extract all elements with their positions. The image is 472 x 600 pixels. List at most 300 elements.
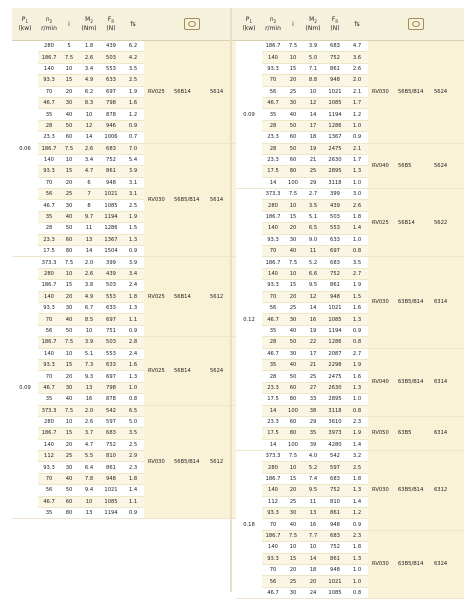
ratio-cell: 20 — [284, 564, 302, 575]
radial-load-cell: 752 — [324, 268, 346, 279]
model-code: 6314 — [434, 430, 448, 437]
ratio-cell: 10 — [284, 542, 302, 553]
table-row — [236, 530, 464, 541]
speed-cell: 186.7 — [262, 211, 284, 222]
speed-cell: 140 — [262, 268, 284, 279]
ratio-cell: 60 — [284, 382, 302, 393]
radial-load-cell: 503 — [100, 280, 122, 291]
power-cell: 0.12 — [236, 189, 262, 451]
motor-flange: 56B14 — [174, 88, 191, 95]
service-factor-cell: 1.0 — [346, 177, 368, 188]
radial-load-cell: 810 — [324, 496, 346, 507]
torque-cell: 6.2 — [78, 86, 100, 97]
power-cell: 0.09 — [236, 41, 262, 189]
service-factor-cell: 1.3 — [346, 166, 368, 177]
ratio-cell: 50 — [60, 485, 78, 496]
torque-cell: 3.7 — [78, 428, 100, 439]
radial-load-cell: 948 — [324, 291, 346, 302]
motor-flange: 56B14 — [174, 293, 191, 300]
power-cell: 0.18 — [236, 451, 262, 599]
radial-load-cell: 861 — [100, 462, 122, 473]
motor-flange: 63B5 — [398, 430, 412, 437]
service-factor-cell: 1.0 — [346, 576, 368, 587]
service-factor-cell: 6.5 — [122, 405, 144, 416]
radial-load-cell: 633 — [324, 234, 346, 245]
speed-cell: 93.3 — [262, 508, 284, 519]
torque-cell: 4.7 — [78, 439, 100, 450]
radial-load-cell: 1194 — [324, 109, 346, 120]
service-factor-cell: 2.1 — [346, 143, 368, 154]
speed-cell: 46.7 — [262, 348, 284, 359]
torque-cell: 4.0 — [302, 451, 324, 462]
speed-cell: 186.7 — [262, 530, 284, 541]
ratio-cell: 40 — [284, 109, 302, 120]
torque-cell: 5.2 — [302, 257, 324, 268]
radial-load-cell: 1006 — [100, 132, 122, 143]
gearbox-model-cell — [368, 143, 464, 189]
gearbox-type: RV030 — [372, 299, 389, 306]
speed-cell: 46.7 — [38, 496, 60, 507]
ratio-cell: 10 — [284, 52, 302, 63]
service-factor-cell: 0.9 — [122, 246, 144, 257]
radial-load-cell: 1085 — [324, 97, 346, 108]
ratio-cell: 25 — [284, 496, 302, 507]
torque-cell: 29 — [302, 177, 324, 188]
ratio-cell: 7.5 — [60, 143, 78, 154]
ratio-cell: 50 — [60, 223, 78, 234]
gearbox-model-cell — [144, 41, 240, 144]
ratio-cell: 30 — [60, 382, 78, 393]
ratio-cell: 20 — [284, 75, 302, 86]
speed-cell: 23.3 — [38, 132, 60, 143]
ratio-cell: 60 — [60, 496, 78, 507]
torque-cell: 10 — [78, 325, 100, 336]
service-factor-cell: 1.4 — [122, 485, 144, 496]
ratio-cell: 40 — [60, 109, 78, 120]
gearbox-model-cell — [144, 405, 240, 519]
torque-cell: 2.6 — [78, 416, 100, 427]
radial-load-cell: 1367 — [324, 132, 346, 143]
service-factor-cell: 2.8 — [122, 337, 144, 348]
table-row — [236, 257, 464, 268]
radial-load-cell: 697 — [324, 246, 346, 257]
service-factor-cell: 2.6 — [346, 200, 368, 211]
radial-load-cell: 439 — [324, 200, 346, 211]
gearbox-type: RV040 — [372, 162, 389, 169]
speed-cell: 140 — [38, 154, 60, 165]
radial-load-cell: 503 — [100, 337, 122, 348]
ratio-cell: 20 — [60, 439, 78, 450]
torque-cell: 12 — [78, 120, 100, 131]
radial-load-cell: 1021 — [324, 86, 346, 97]
table-row — [12, 143, 240, 154]
right-ratings-table — [236, 8, 464, 599]
ratio-cell: 7.5 — [284, 189, 302, 200]
gearbox-type: RV030 — [372, 487, 389, 494]
torque-cell: 5.0 — [302, 52, 324, 63]
ratio-cell: 10 — [60, 63, 78, 74]
torque-cell: 9.3 — [78, 371, 100, 382]
ratio-cell: 10 — [60, 154, 78, 165]
ratio-cell: 50 — [60, 120, 78, 131]
radial-load-cell: 1194 — [324, 325, 346, 336]
service-factor-cell: 5.4 — [122, 154, 144, 165]
radial-load-cell: 2087 — [324, 348, 346, 359]
speed-cell: 280 — [38, 268, 60, 279]
speed-cell: 186.7 — [38, 52, 60, 63]
ratio-cell: 40 — [284, 519, 302, 530]
service-factor-cell: 1.6 — [346, 302, 368, 313]
radial-load-cell: 683 — [324, 530, 346, 541]
torque-cell: 4.7 — [78, 166, 100, 177]
radial-load-cell: 3610 — [324, 416, 346, 427]
torque-cell: 25 — [302, 371, 324, 382]
model-code: 6314 — [434, 299, 448, 306]
service-factor-cell: 1.4 — [346, 223, 368, 234]
speed-cell: 23.3 — [262, 416, 284, 427]
ratio-cell: 60 — [284, 154, 302, 165]
radial-load-cell: 948 — [324, 519, 346, 530]
service-factor-cell: 3.1 — [122, 177, 144, 188]
radial-load-cell: 798 — [100, 97, 122, 108]
ratio-cell: 30 — [284, 587, 302, 598]
torque-cell: 7.4 — [302, 473, 324, 484]
speed-cell: 70 — [38, 86, 60, 97]
service-factor-cell: 6.2 — [122, 41, 144, 52]
ratio-cell: 15 — [284, 280, 302, 291]
service-factor-cell: 4.7 — [346, 41, 368, 52]
torque-cell: 19 — [302, 325, 324, 336]
gearbox-type: RV025 — [372, 219, 389, 226]
ratio-cell: 50 — [284, 337, 302, 348]
service-factor-cell: 3.5 — [122, 63, 144, 74]
service-factor-cell: 1.2 — [346, 109, 368, 120]
service-factor-cell: 0.9 — [346, 325, 368, 336]
speed-header: $n_2$ r/min — [262, 8, 284, 41]
radial-load-cell: 2630 — [324, 382, 346, 393]
radial-load-cell: 399 — [100, 257, 122, 268]
radial-load-cell: 3118 — [324, 177, 346, 188]
ratio-cell: 15 — [60, 166, 78, 177]
ratio-cell: 7.5 — [60, 257, 78, 268]
torque-cell: 8.3 — [78, 97, 100, 108]
torque-cell: 6.4 — [78, 462, 100, 473]
radial-load-cell: 1021 — [100, 189, 122, 200]
ratio-header: i — [284, 8, 302, 41]
speed-cell: 35 — [262, 359, 284, 370]
service-factor-cell: 2.3 — [346, 530, 368, 541]
ratio-cell: 80 — [284, 428, 302, 439]
ratio-cell: 40 — [284, 325, 302, 336]
ratio-cell: 20 — [284, 223, 302, 234]
torque-header: $M_2$ (Nm) — [302, 8, 324, 41]
speed-cell: 140 — [38, 291, 60, 302]
torque-cell: 3.4 — [78, 63, 100, 74]
service-factor-cell: 0.9 — [346, 132, 368, 143]
torque-cell: 6.7 — [78, 302, 100, 313]
radial-load-cell: 1021 — [100, 485, 122, 496]
motor-flange: 56B5/B14 — [398, 88, 424, 95]
radial-load-cell: 946 — [100, 120, 122, 131]
torque-cell: 6.6 — [302, 268, 324, 279]
ratio-cell: 80 — [60, 246, 78, 257]
service-factor-cell: 3.9 — [122, 257, 144, 268]
torque-cell: 7.3 — [78, 359, 100, 370]
speed-cell: 93.3 — [38, 75, 60, 86]
radial-load-cell: 1021 — [324, 302, 346, 313]
radial-load-cell: 697 — [100, 86, 122, 97]
model-code: 5624 — [210, 367, 224, 374]
service-factor-cell: 0.9 — [122, 508, 144, 519]
radial-load-cell: 752 — [324, 542, 346, 553]
speed-cell: 93.3 — [38, 302, 60, 313]
speed-header: $n_2$ r/min — [38, 8, 60, 41]
service-factor-cell: 0.8 — [346, 587, 368, 598]
service-factor-cell: 1.3 — [346, 553, 368, 564]
service-factor-cell: 1.1 — [122, 314, 144, 325]
radial-load-cell: 798 — [100, 382, 122, 393]
torque-cell: 14 — [78, 246, 100, 257]
torque-cell: 17 — [302, 120, 324, 131]
radial-load-cell: 597 — [100, 416, 122, 427]
service-factor-cell: 2.5 — [346, 462, 368, 473]
service-factor-cell: 1.8 — [346, 211, 368, 222]
radial-load-cell: 399 — [324, 189, 346, 200]
speed-cell: 280 — [262, 200, 284, 211]
speed-cell: 17.5 — [262, 166, 284, 177]
power-cell: 0.06 — [12, 41, 38, 257]
ratio-cell: 7.5 — [284, 257, 302, 268]
service-factor-cell: 1.3 — [346, 485, 368, 496]
speed-cell: 46.7 — [262, 587, 284, 598]
ratio-cell: 15 — [60, 428, 78, 439]
service-factor-cell: 4.2 — [122, 52, 144, 63]
radial-load-cell: 948 — [100, 177, 122, 188]
table-header — [236, 8, 464, 41]
speed-cell: 70 — [38, 473, 60, 484]
radial-load-cell: 439 — [100, 268, 122, 279]
ratio-cell: 10 — [60, 348, 78, 359]
radial-load-cell: 2895 — [324, 166, 346, 177]
speed-cell: 46.7 — [38, 200, 60, 211]
speed-cell: 140 — [38, 63, 60, 74]
service-factor-cell: 1.2 — [346, 508, 368, 519]
radial-load-cell: 4280 — [324, 439, 346, 450]
ratio-cell: 100 — [284, 439, 302, 450]
ratio-cell: 7.5 — [60, 405, 78, 416]
gearbox-model-cell — [368, 257, 464, 348]
speed-cell: 35 — [38, 211, 60, 222]
ratio-cell: 100 — [284, 177, 302, 188]
ratio-cell: 10 — [284, 200, 302, 211]
gearbox-type: RV025 — [148, 367, 165, 374]
torque-cell: 13 — [78, 234, 100, 245]
service-factor-cell: 2.7 — [346, 348, 368, 359]
radial-load-cell: 553 — [100, 348, 122, 359]
torque-cell: 3.9 — [302, 41, 324, 52]
speed-cell: 280 — [38, 41, 60, 52]
torque-cell: 16 — [302, 519, 324, 530]
ratio-cell: 10 — [60, 416, 78, 427]
radial-load-cell: 861 — [324, 553, 346, 564]
service-factor-cell: 1.3 — [122, 302, 144, 313]
service-factor-cell: 1.9 — [122, 86, 144, 97]
service-factor-cell: 1.7 — [346, 97, 368, 108]
radial-load-cell: 633 — [100, 75, 122, 86]
radial-load-cell: 1286 — [324, 120, 346, 131]
torque-cell: 20 — [302, 576, 324, 587]
motor-flange: 63B5/B14 — [398, 487, 424, 494]
service-factor-cell: 1.7 — [346, 154, 368, 165]
torque-cell: 2.0 — [78, 257, 100, 268]
ratio-cell: 15 — [60, 280, 78, 291]
service-factor-cell: 3.5 — [122, 428, 144, 439]
torque-cell: 39 — [302, 439, 324, 450]
radial-load-cell: 861 — [324, 63, 346, 74]
table-row — [236, 416, 464, 427]
ratio-cell: 10 — [60, 268, 78, 279]
radial-load-cell: 2298 — [324, 359, 346, 370]
ratio-cell: 80 — [60, 508, 78, 519]
torque-cell: 19 — [302, 143, 324, 154]
ratio-cell: 80 — [284, 166, 302, 177]
model-code: 5624 — [434, 162, 448, 169]
service-factor-cell: 5.0 — [122, 416, 144, 427]
speed-cell: 70 — [262, 291, 284, 302]
torque-cell: 2.6 — [78, 143, 100, 154]
speed-cell: 56 — [262, 86, 284, 97]
torque-cell: 13 — [302, 508, 324, 519]
speed-cell: 93.3 — [38, 166, 60, 177]
service-factor-cell: 1.6 — [122, 359, 144, 370]
ratio-cell: 20 — [60, 86, 78, 97]
torque-cell: 24 — [302, 587, 324, 598]
torque-cell: 22 — [302, 337, 324, 348]
ratio-cell: 15 — [284, 211, 302, 222]
service-factor-cell: 3.0 — [346, 189, 368, 200]
speed-cell: 186.7 — [38, 337, 60, 348]
ratio-cell: 25 — [284, 86, 302, 97]
service-factor-cell: 1.6 — [122, 97, 144, 108]
service-factor-cell: 0.9 — [122, 325, 144, 336]
torque-cell: 2.6 — [78, 52, 100, 63]
speed-cell: 23.3 — [38, 234, 60, 245]
speed-cell: 70 — [262, 564, 284, 575]
radial-load-cell: 1085 — [324, 314, 346, 325]
service-factor-cell: 3.1 — [122, 189, 144, 200]
service-factor-cell: 3.6 — [346, 52, 368, 63]
service-factor-cell: 2.0 — [346, 75, 368, 86]
torque-cell: 2.6 — [78, 268, 100, 279]
speed-cell: 112 — [262, 496, 284, 507]
ratio-cell: 100 — [284, 405, 302, 416]
speed-cell: 23.3 — [262, 382, 284, 393]
torque-cell: 14 — [78, 132, 100, 143]
radial-load-cell: 633 — [100, 302, 122, 313]
speed-cell: 28 — [262, 120, 284, 131]
gearbox-diagram-icon — [368, 8, 464, 41]
speed-cell: 70 — [38, 371, 60, 382]
speed-cell: 140 — [38, 439, 60, 450]
radial-load-cell: 633 — [100, 359, 122, 370]
ratio-cell: 15 — [284, 63, 302, 74]
radial-load-cell: 553 — [100, 63, 122, 74]
speed-cell: 280 — [38, 416, 60, 427]
torque-cell: 38 — [302, 405, 324, 416]
radial-load-cell: 1367 — [100, 234, 122, 245]
speed-cell: 93.3 — [262, 63, 284, 74]
service-factor-cell: 2.5 — [122, 75, 144, 86]
table-row — [12, 257, 240, 268]
speed-cell: 56 — [38, 325, 60, 336]
ratio-cell: 30 — [60, 302, 78, 313]
torque-cell: 5.1 — [302, 211, 324, 222]
speed-cell: 186.7 — [262, 41, 284, 52]
radial-load-cell: 1504 — [100, 246, 122, 257]
torque-cell: 13 — [78, 382, 100, 393]
speed-cell: 23.3 — [262, 132, 284, 143]
model-code: 5614 — [210, 196, 224, 203]
radial-load-cell: 752 — [324, 52, 346, 63]
torque-cell: 16 — [302, 314, 324, 325]
speed-cell: 46.7 — [38, 382, 60, 393]
radial-load-cell: 683 — [324, 257, 346, 268]
radial-load-cell: 810 — [100, 451, 122, 462]
table-row — [12, 337, 240, 348]
service-factor-cell: 1.9 — [346, 280, 368, 291]
ratio-cell: 20 — [284, 485, 302, 496]
torque-cell: 6 — [78, 177, 100, 188]
service-factor-cell: 1.3 — [346, 382, 368, 393]
radial-load-cell: 3973 — [324, 428, 346, 439]
radial-load-cell: 1085 — [100, 200, 122, 211]
speed-cell: 28 — [262, 371, 284, 382]
model-code: 6314 — [434, 379, 448, 386]
service-factor-cell: 3.5 — [346, 257, 368, 268]
motor-flange: 63B5/B14 — [398, 299, 424, 306]
service-factor-cell: 1.5 — [346, 291, 368, 302]
speed-cell: 46.7 — [262, 314, 284, 325]
ratio-cell: 60 — [284, 416, 302, 427]
torque-cell: 9.0 — [302, 234, 324, 245]
service-factor-cell: 1.8 — [346, 473, 368, 484]
ratio-cell: 30 — [284, 97, 302, 108]
radial-load-cell: 697 — [100, 371, 122, 382]
service-factor-cell: 2.6 — [346, 63, 368, 74]
ratio-cell: 40 — [60, 473, 78, 484]
ratio-cell: 15 — [284, 553, 302, 564]
speed-cell: 70 — [262, 246, 284, 257]
torque-cell: 14 — [302, 302, 324, 313]
radial-load-cell: 683 — [100, 428, 122, 439]
torque-cell: 10 — [78, 109, 100, 120]
torque-cell: 11 — [78, 223, 100, 234]
radial-load-cell: 683 — [324, 473, 346, 484]
gearbox-model-cell — [144, 337, 240, 405]
speed-cell: 186.7 — [262, 257, 284, 268]
ratio-cell: 40 — [284, 246, 302, 257]
torque-cell: 8.8 — [302, 75, 324, 86]
gearbox-type: RV025 — [148, 88, 165, 95]
speed-cell: 17.5 — [262, 394, 284, 405]
torque-cell: 4.9 — [78, 291, 100, 302]
radial-load-cell: 1085 — [324, 587, 346, 598]
torque-cell: 8 — [78, 200, 100, 211]
torque-cell: 2.0 — [78, 405, 100, 416]
radial-load-cell: 597 — [324, 462, 346, 473]
radial-load-cell: 948 — [100, 473, 122, 484]
service-factor-cell: 2.9 — [122, 451, 144, 462]
